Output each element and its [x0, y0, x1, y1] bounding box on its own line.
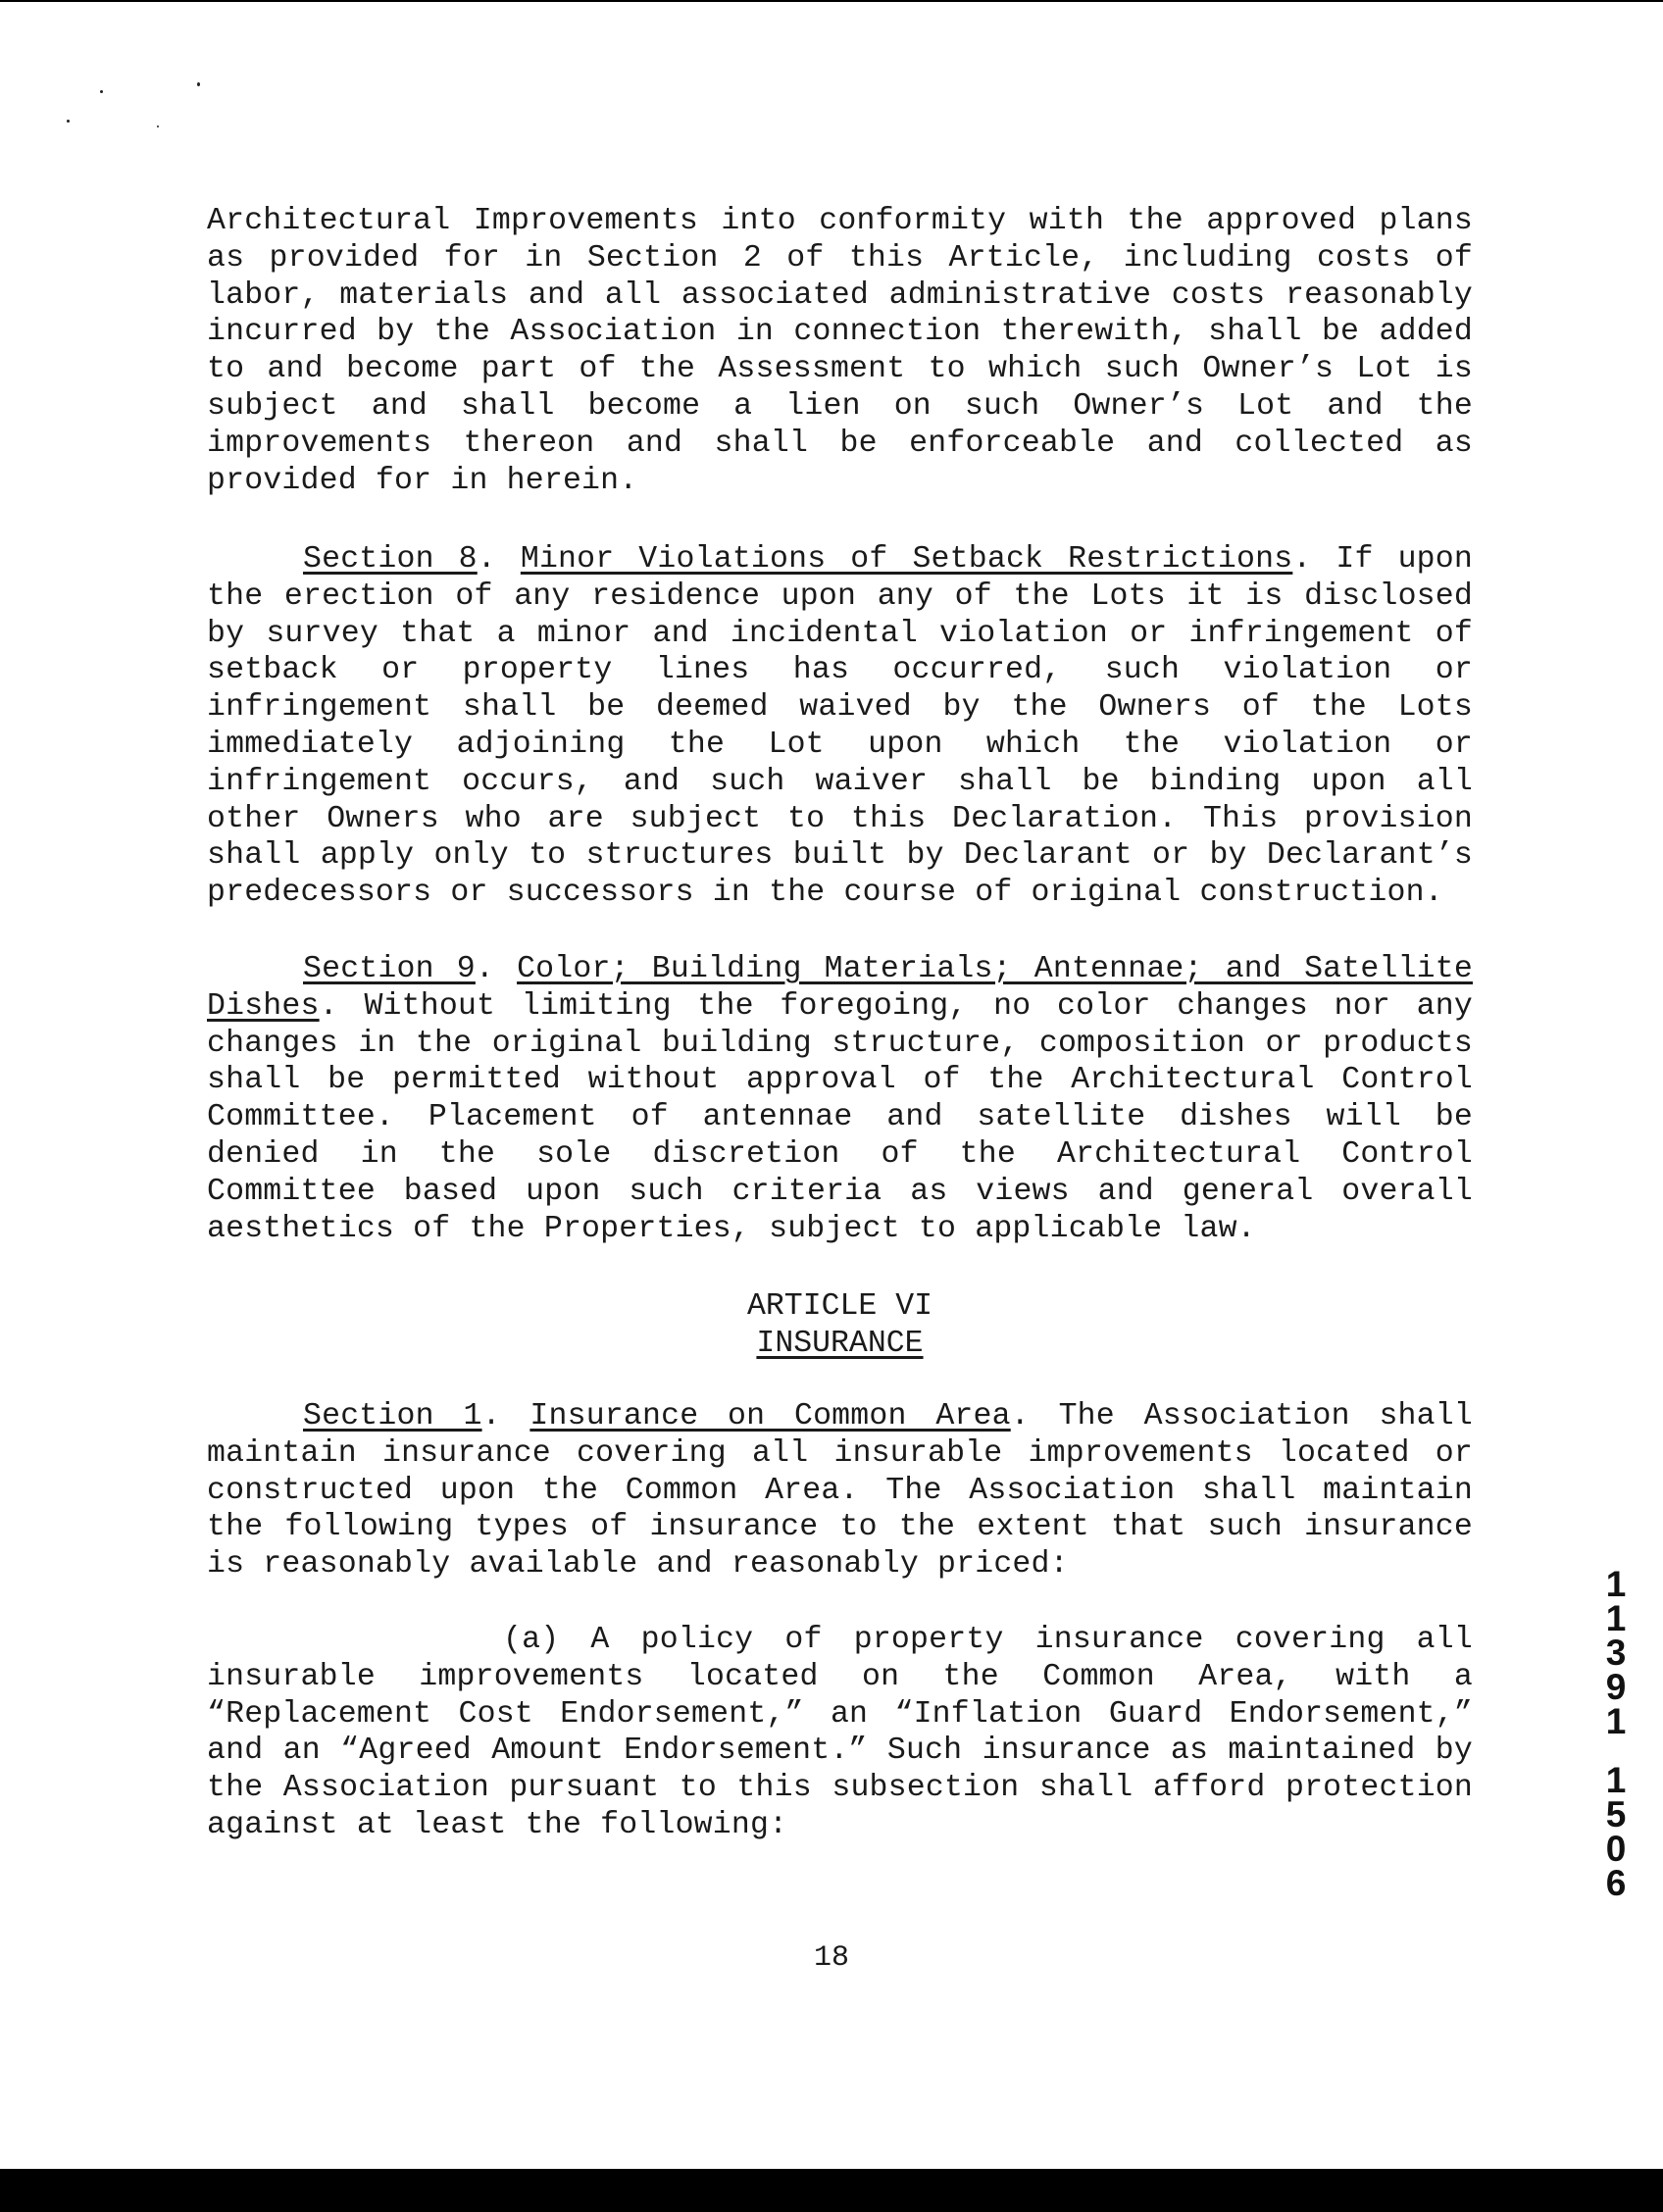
recording-stamp-top	[1594, 1564, 1638, 1741]
stamp-digit: 0	[1605, 1829, 1627, 1869]
section-label: Section 9	[303, 952, 476, 986]
stamp-digit: 1	[1605, 1760, 1627, 1800]
article-number: ARTICLE VI	[746, 1289, 933, 1324]
stamp-digit: 1	[1605, 1598, 1627, 1638]
section-body: The Association shall maintain insurance covering all insurable improvements located or constructed upon the Common Area. The Association shall maintain the following types of insurance to the extent that such insurance is reasonably available and reasonably priced:	[207, 1399, 1473, 1583]
stamp-digit: 1	[1605, 1564, 1627, 1604]
stamp-digit: 3	[1605, 1633, 1627, 1673]
scan-speck	[157, 126, 159, 127]
stamp-digit: 9	[1605, 1667, 1627, 1707]
section-9: Section 9. Color; Building Materials; Antennae; and Satellite Dishes. Without limiting the foregoing, no color changes nor any changes in the original building structure, composition or products shall be permitted without approval of the Architectural Control Committee. Placement of antennae and satellite dishes will be denied in the sole discretion of the Architectural Control Committee based upon such criteria as views and general overall aesthetics of the Properties, subject to applicable law.	[207, 952, 1473, 1246]
section-body: Without limiting the foregoing, no color changes nor any changes in the original building structure, composition or products shall be permitted without approval of the Architectural Control Committee. Placement of antennae and satellite dishes will be denied in the sole discretion of the Architectural Control Committee based upon such criteria as views and general overall aesthetics of the Properties, subject to applicable law.	[207, 988, 1473, 1246]
stamp-digit: 6	[1605, 1863, 1627, 1903]
scan-speck	[197, 82, 200, 86]
subsection-a	[207, 1622, 1473, 1844]
article-title: INSURANCE	[756, 1327, 924, 1361]
section-title: Minor Violations of Setback Restrictions	[520, 542, 1293, 577]
scan-speck	[67, 120, 70, 123]
article-heading	[207, 1288, 1473, 1363]
page-number: 18	[813, 1941, 849, 1975]
scan-speck	[100, 90, 103, 93]
section-label: Section 1	[303, 1399, 482, 1433]
section-body: If upon the erection of any residence upon any of the Lots it is disclosed by survey that a minor and incidental violation or infringement of setback or property lines has occurred, such violation or infringement shall be deemed waived by the Owners of the Lots immediately adjoining the Lot upon which the violation or infringement occurs, and such waiver shall be binding upon all other Owners who are subject to this Declaration. This provision shall apply only to structures built by Declarant or by Declarant’s predecessors or successors in the course of original construction.	[207, 542, 1473, 911]
section-title: Color; Building Materials; Antennae; and Satellite Dishes	[207, 952, 1473, 1024]
paragraph-text: Architectural Improvements into conformity with the approved plans as provided for in Section 2 of this Article, including costs of labor, materials and all associated administrative costs reasonably incurred by the Association in connection therewith, shall be added to and become part of the Assessment to which such Owner’s Lot is subject and shall become a lien on such Owner’s Lot and the improvements thereon and shall be enforceable and collected as provided for in herein.	[207, 204, 1473, 498]
stamp-digit: 1	[1605, 1701, 1627, 1741]
recording-stamp-bottom	[1594, 1760, 1638, 1903]
section-1: Section 1. Insurance on Common Area. The Association shall maintain insurance covering all insurable improvements located or constructed upon the Common Area. The Association shall maintain the following types of insurance to the extent that such insurance is reasonably available and reasonably priced:	[207, 1399, 1473, 1583]
section-title: Insurance on Common Area	[529, 1399, 1011, 1433]
stamp-digit: 5	[1605, 1794, 1627, 1835]
section-label: Section 8	[303, 542, 478, 577]
section-8: Section 8. Minor Violations of Setback Restrictions. If upon the erection of any residence upon any of the Lots it is disclosed by survey that a minor and incidental violation or infringement of setback or property lines has occurred, such violation or infringement shall be deemed waived by the Owners of the Lots immediately adjoining the Lot upon which the violation or infringement occurs, and such waiver shall be binding upon all other Owners who are subject to this Declaration. This provision shall apply only to structures built by Declarant or by Declarant’s predecessors or successors in the course of original construction.	[207, 542, 1473, 911]
subsection-text: (a) A policy of property insurance covering all insurable improvements located on the Common Area, with a “Replacement Cost Endorsement,” an “Inflation Guard Endorsement,” and an “Agreed Amount Endorsement.” Such insurance as maintained by the Association pursuant to this subsection shall afford protection against at least the following:	[207, 1623, 1473, 1842]
paragraph-continuation	[207, 203, 1473, 499]
